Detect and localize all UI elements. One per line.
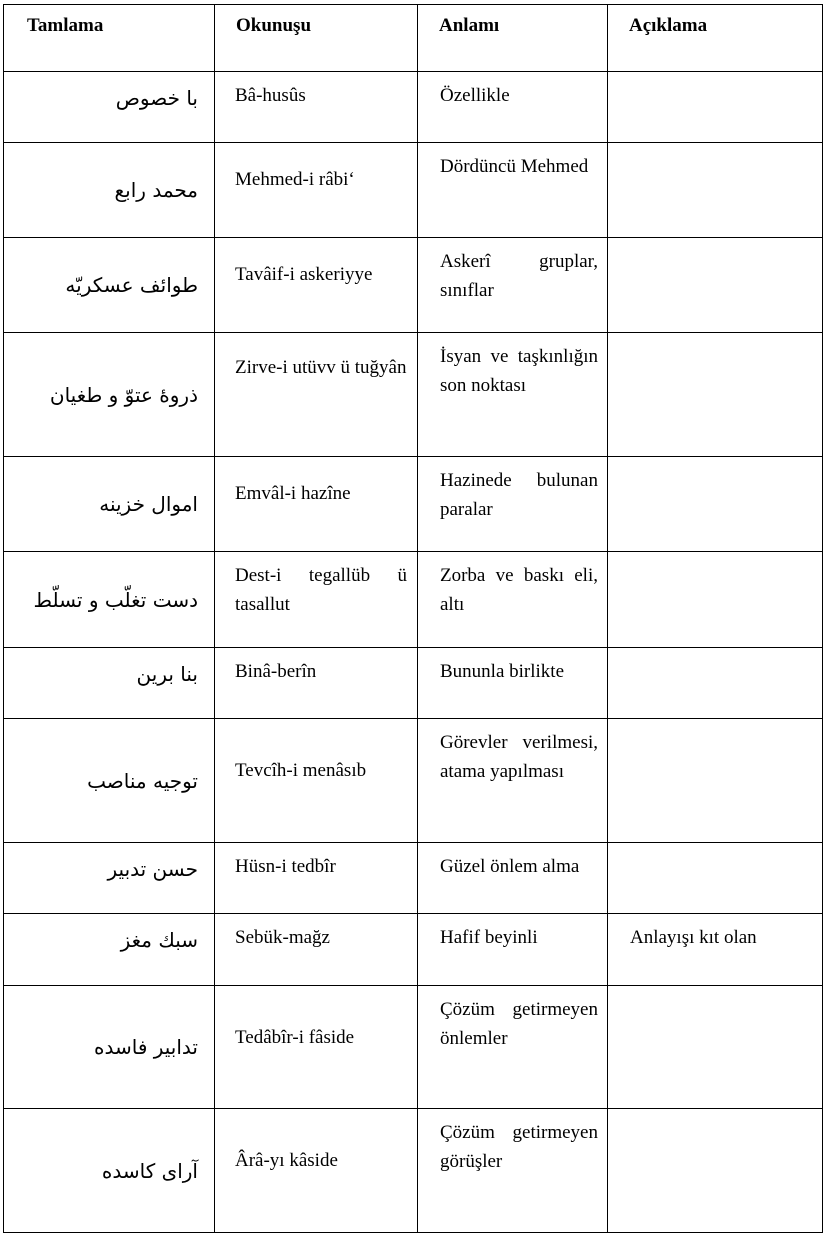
meaning-cell: Dördüncü Mehmed: [418, 143, 608, 238]
table-row: [4, 457, 823, 552]
reading-cell: Binâ-berîn: [215, 648, 418, 719]
reading-cell: Emvâl-i hazîne: [215, 457, 418, 552]
note-cell: [608, 72, 823, 143]
arabic-term: محمد رابع: [4, 143, 215, 238]
header-tamlama: Tamlama: [4, 5, 215, 72]
reading-cell: Hüsn-i tedbîr: [215, 843, 418, 914]
table-row: [4, 1109, 823, 1233]
arabic-term: با خصوص: [4, 72, 215, 143]
meaning-cell: Hazinede bulunan paralar: [418, 457, 608, 552]
reading-cell: Ârâ-yı kâside: [215, 1109, 418, 1233]
reading-cell: Tavâif-i askeriyye: [215, 238, 418, 333]
header-aciklama: Açıklama: [608, 5, 823, 72]
table-row: [4, 986, 823, 1109]
note-cell: [608, 648, 823, 719]
meaning-cell: Hafif beyinli: [418, 914, 608, 986]
arabic-term: سبك مغز: [4, 914, 215, 986]
note-cell: Anlayışı kıt olan: [608, 914, 823, 986]
arabic-term: اموال خزينه: [4, 457, 215, 552]
note-cell: [608, 1109, 823, 1233]
arabic-term: طوائف عسكريّه: [4, 238, 215, 333]
arabic-term: آراى كاسده: [4, 1109, 215, 1233]
table-row: [4, 333, 823, 457]
note-cell: [608, 552, 823, 648]
reading-cell: Tevcîh-i menâsıb: [215, 719, 418, 843]
arabic-term: بنا برين: [4, 648, 215, 719]
note-cell: [608, 843, 823, 914]
table-row: [4, 552, 823, 648]
meaning-cell: Askerî gruplar, sınıflar: [418, 238, 608, 333]
table-row: [4, 143, 823, 238]
arabic-term: ذروهٔ عتوّ و طغيان: [4, 333, 215, 457]
table-header-row: [4, 5, 823, 72]
reading-cell: Zirve-i utüvv ü tuğyân: [215, 333, 418, 457]
arabic-term: توجيه مناصب: [4, 719, 215, 843]
reading-cell: Mehmed-i râbi‘: [215, 143, 418, 238]
meaning-cell: Güzel önlem alma: [418, 843, 608, 914]
note-cell: [608, 333, 823, 457]
note-cell: [608, 457, 823, 552]
table-row: [4, 843, 823, 914]
reading-cell: Bâ-husûs: [215, 72, 418, 143]
table-row: [4, 914, 823, 986]
note-cell: [608, 143, 823, 238]
meaning-cell: Zorba ve baskı eli, altı: [418, 552, 608, 648]
arabic-term: حسن تدبير: [4, 843, 215, 914]
meaning-cell: Özellikle: [418, 72, 608, 143]
table-row: [4, 719, 823, 843]
table-row: [4, 72, 823, 143]
note-cell: [608, 238, 823, 333]
header-anlami: Anlamı: [418, 5, 608, 72]
meaning-cell: Çözüm getirmeyen görüşler: [418, 1109, 608, 1233]
reading-cell: Tedâbîr-i fâside: [215, 986, 418, 1109]
reading-cell: Sebük-mağz: [215, 914, 418, 986]
arabic-term: دست تغلّب و تسلّط: [4, 552, 215, 648]
note-cell: [608, 986, 823, 1109]
reading-cell: Dest-i tegallüb ü tasallut: [215, 552, 418, 648]
meaning-cell: Çözüm getirmeyen önlemler: [418, 986, 608, 1109]
meaning-cell: İsyan ve taşkınlığın son noktası: [418, 333, 608, 457]
meaning-cell: Bununla birlikte: [418, 648, 608, 719]
note-cell: [608, 719, 823, 843]
header-okunusu: Okunuşu: [215, 5, 418, 72]
table-row: [4, 648, 823, 719]
table-row: [4, 238, 823, 333]
meaning-cell: Görevler verilmesi, atama yapılması: [418, 719, 608, 843]
arabic-term: تدابير فاسده: [4, 986, 215, 1109]
vocabulary-table: [3, 4, 823, 1233]
